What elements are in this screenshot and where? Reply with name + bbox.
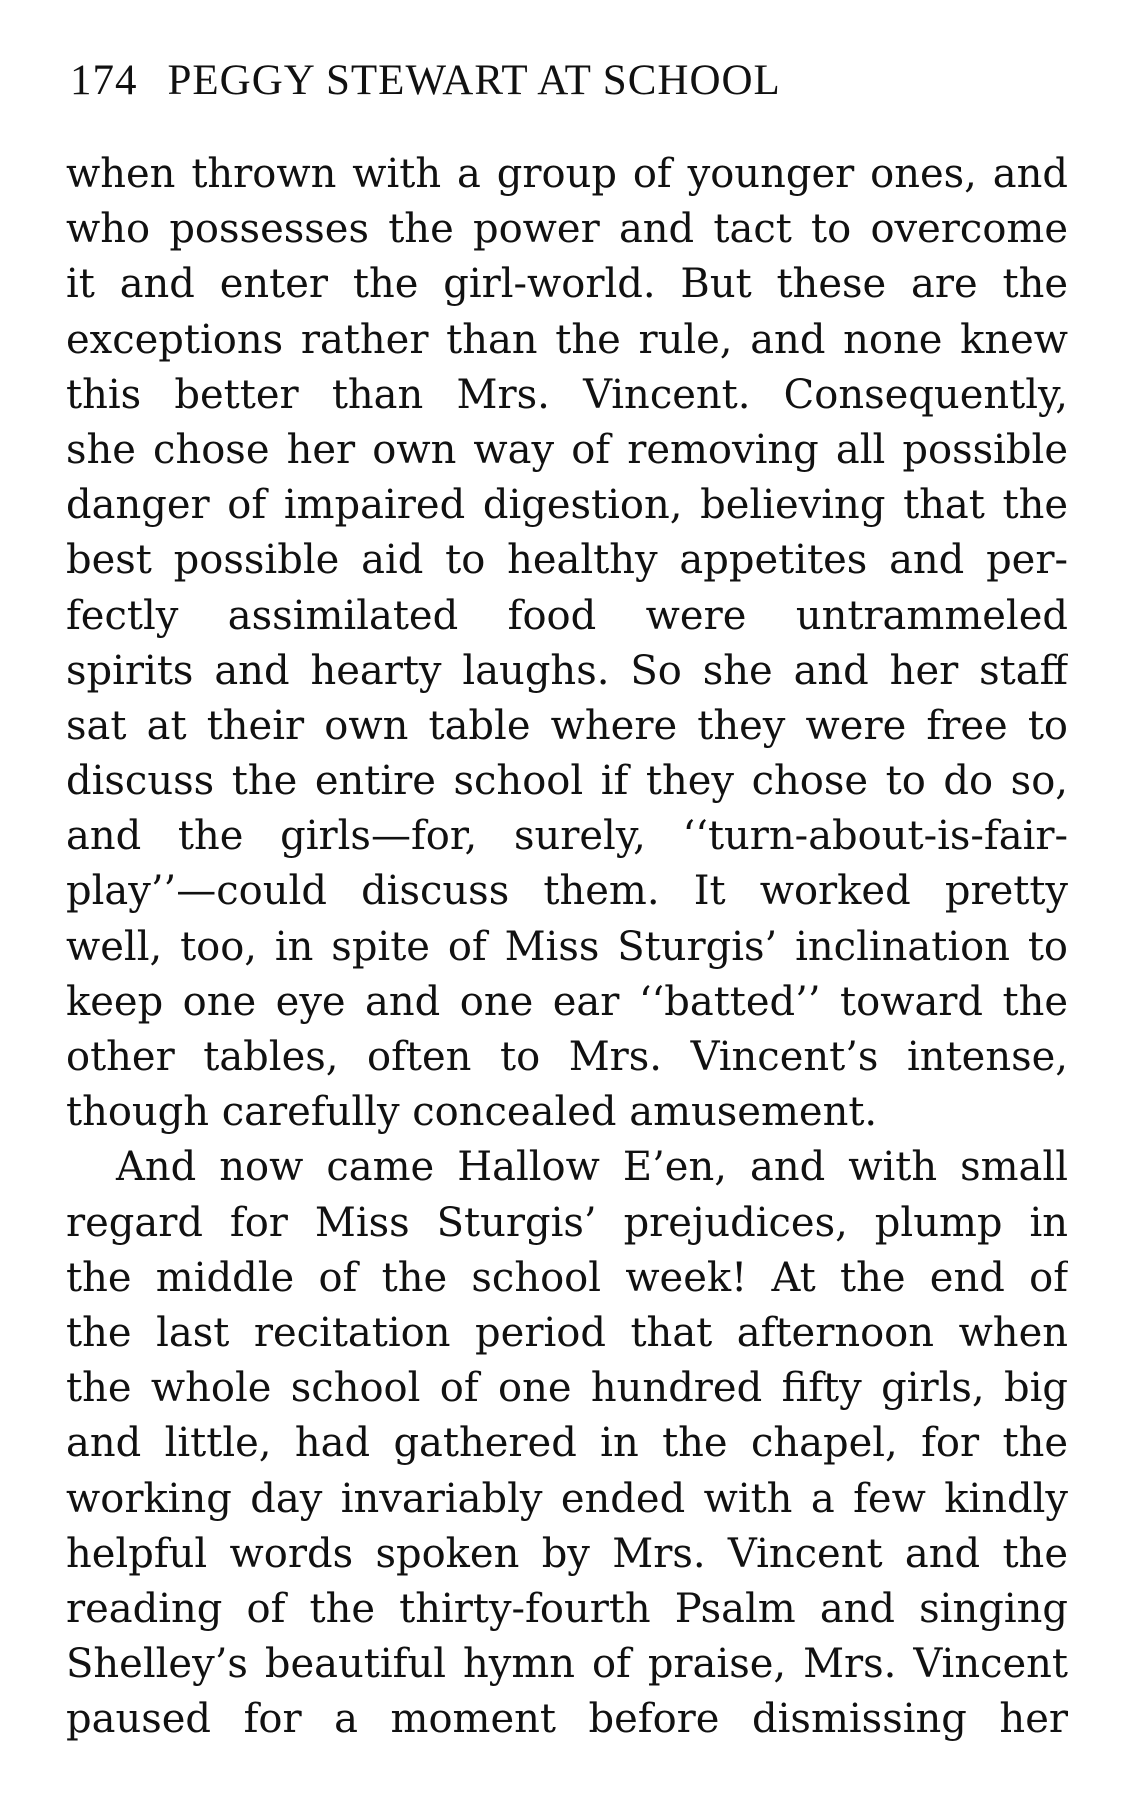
text-line: the whole school of one hundred fifty girls, big — [66, 1365, 1068, 1412]
text-line: well, too, in spite of Miss Sturgis’ inclination to — [66, 923, 1068, 970]
text-line: best possible aid to healthy appetites and per- — [66, 537, 1068, 584]
paragraph-2 — [66, 1140, 1068, 1747]
text-line: the last recitation period that afternoon when — [66, 1309, 1068, 1356]
text-line: it and enter the girl-world. But these are the — [66, 261, 1068, 308]
text-line: this better than Mrs. Vincent. Consequently, — [66, 371, 1068, 418]
running-head-title: PEGGY STEWART AT SCHOOL — [167, 57, 781, 104]
text-line: reading of the thirty-fourth Psalm and singing — [66, 1585, 1068, 1632]
text-line: sat at their own table where they were free to — [66, 702, 1068, 749]
body-text — [66, 147, 1068, 1747]
paragraph-1 — [66, 147, 1068, 1140]
text-line: keep one eye and one ear ‘‘batted’’ toward the — [66, 978, 1068, 1025]
text-line: Shelley’s beautiful hymn of praise, Mrs. Vincent — [66, 1641, 1068, 1688]
text-line: she chose her own way of removing all possible — [66, 426, 1068, 473]
text-line: though carefully concealed amusement. — [66, 1089, 878, 1136]
text-line: and the girls—for, surely, ‘‘turn-about-is-fair- — [66, 813, 1068, 860]
text-line: exceptions rather than the rule, and none knew — [66, 316, 1068, 363]
running-head — [70, 56, 1070, 106]
text-line: when thrown with a group of younger ones, and — [66, 151, 1068, 197]
text-line: play’’—could discuss them. It worked pretty — [66, 868, 1068, 915]
text-line: danger of impaired digestion, believing that the — [66, 482, 1068, 529]
text-line: And now came Hallow E’en, and with small — [116, 1144, 1068, 1191]
page-number: 174 — [70, 57, 138, 104]
text-line: regard for Miss Sturgis’ prejudices, plump in — [66, 1199, 1068, 1246]
text-line: discuss the entire school if they chose to do so, — [66, 758, 1068, 805]
text-line: working day invariably ended with a few kindly — [66, 1475, 1068, 1522]
text-line: helpful words spoken by Mrs. Vincent and the — [66, 1530, 1068, 1577]
text-line: and little, had gathered in the chapel, for the — [66, 1420, 1068, 1467]
text-line: fectly assimilated food were untrammeled — [66, 592, 1068, 639]
text-line: the middle of the school week! At the end of — [66, 1254, 1068, 1301]
text-line: paused for a moment before dismissing her — [66, 1696, 1068, 1743]
text-line: spirits and hearty laughs. So she and her staff — [66, 647, 1068, 694]
text-line: who possesses the power and tact to overcome — [66, 206, 1068, 253]
text-line: other tables, often to Mrs. Vincent’s intense, — [66, 1034, 1068, 1080]
